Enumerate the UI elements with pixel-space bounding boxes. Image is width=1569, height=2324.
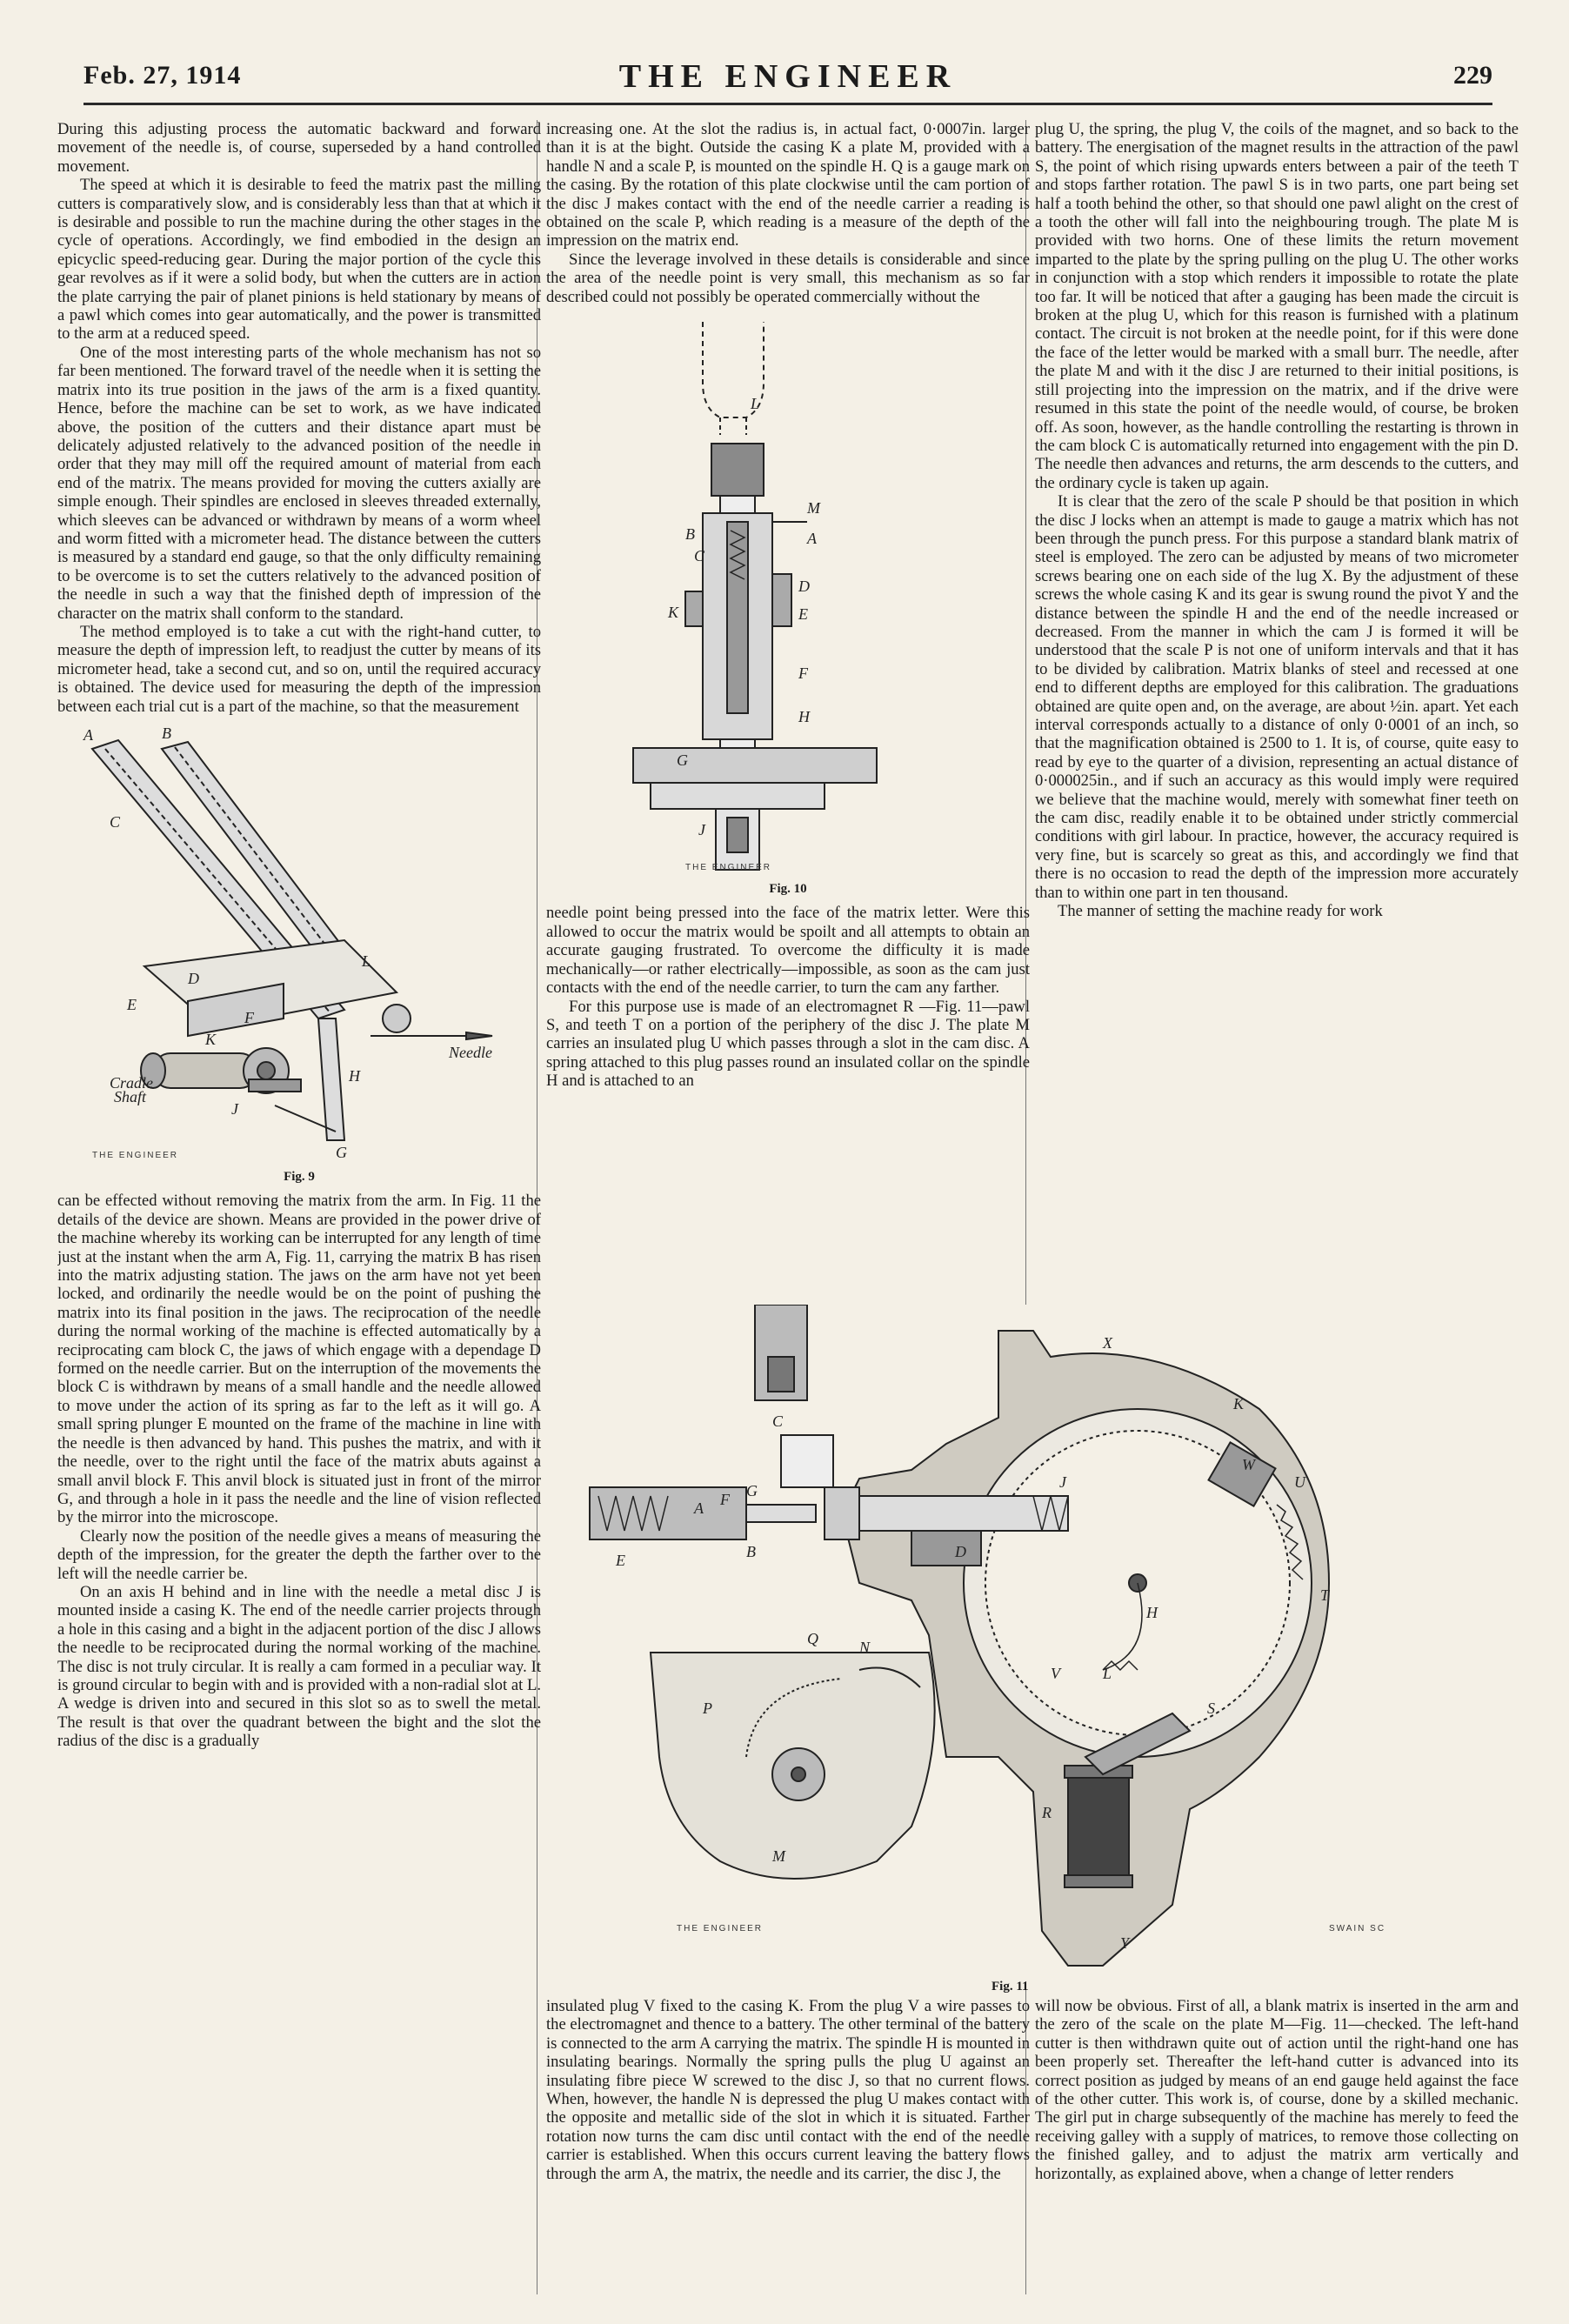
svg-text:G: G xyxy=(746,1482,758,1499)
svg-text:T: T xyxy=(1320,1586,1330,1604)
svg-text:B: B xyxy=(746,1543,756,1560)
figure-11 xyxy=(546,1305,1519,1981)
svg-text:A: A xyxy=(807,530,817,548)
paragraph: plug U, the spring, the plug V, the coils of the magnet, and so back to the battery. The energisation of the magnet results in the attraction of the pawl S, the point of which rising upwards enters between a pair of the teeth T and stops farther rotation. The pawl S is in two parts, one part being set half a tooth behind the other, so that should one pawl alight on the crest of a tooth the other will fall into the neighbouring trough. The plate M is provided with two horns. One of these limits the return movement imparted to the plate by the spring pulling on the plug U. The other works in conjunction with a stop which renders it impossible to rotate the plate too far. It will be noticed that after a gauging has been made the circuit is broken at the plug U, which for this reason is furnished with a platinum contact. The circuit is not broken at the needle point, for if this were done the face of the letter would be marked with a small burr. The needle, after the plate M and with it the disc J are returned to their initial positions, is still projecting into the impression on the matrix, and if the drive were resumed in this state the point of the needle would, of course, be broken off. As soon, however, as the handle controlling the restarting is thrown in the cam block C is automatically returned into engagement with the pin D. The needle then advances and returns, the arm descends to the cutters, and the ordinary cycle is taken up again. xyxy=(1035,120,1519,492)
svg-text:R: R xyxy=(1042,1804,1052,1821)
svg-text:L: L xyxy=(751,395,760,413)
svg-text:V: V xyxy=(1051,1665,1060,1682)
figure-caption: Fig. 11 xyxy=(991,1980,1029,1993)
svg-text:Y: Y xyxy=(1120,1934,1130,1952)
svg-text:H: H xyxy=(349,1067,360,1085)
fig11-drawing xyxy=(546,1305,1519,1981)
svg-text:J: J xyxy=(698,821,705,839)
svg-text:Shaft: Shaft xyxy=(114,1088,147,1105)
svg-text:THE ENGINEER: THE ENGINEER xyxy=(677,1924,764,1933)
svg-text:B: B xyxy=(685,525,695,544)
paragraph: The method employed is to take a cut with the right-hand cutter, to measure the depth of impression left, to readjust the cutter by means of its micrometer head, take a second cut, and so on, until the required accuracy is obtained. The device used for measuring the depth of the impression between each trial cut is a part of the machine, so that the measurement xyxy=(57,622,541,716)
svg-text:E: E xyxy=(127,996,137,1013)
paragraph: For this purpose use is made of an electromagnet R —Fig. 11—pawl S, and teeth T on a portion of the periphery of the disc J. The plate M carries an insulated plug U which passes through a slot in the cam disc. A spring attached to this plug passes round an insulated collar on the spindle H and is attached to an xyxy=(546,997,1030,1091)
paragraph: The speed at which it is desirable to feed the matrix past the milling cutters is comparatively slow, and is considerably less than that at which it is desirable and possible to run the machine during the other stages in the cycle of operations. Accordingly, we find embodied in the design an epicyclic speed-reducing gear. During the major portion of the cycle this gear revolves as if it were a solid body, but when the cutters are in action the plate carrying the pair of planet pinions is held stationary by means of a pawl which comes into gear automatically, and the power is transmitted to the arm at a reduced speed. xyxy=(57,176,541,344)
svg-text:A: A xyxy=(83,726,93,744)
paragraph: increasing one. At the slot the radius is, in actual fact, 0·0007in. larger than it is at the bight. Outside the casing K a plate M, provided with a handle N and a scale P, is mounted on the spindle H. Q is a gauge mark on the casing. By the rotation of this plate clockwise until the cam portion of the disc J makes contact with the end of the needle carrier a reading is obtained on the scale P, which reading is a measure of the depth of the impression on the matrix end. xyxy=(546,120,1030,250)
svg-text:C: C xyxy=(110,813,121,831)
paragraph: Since the leverage involved in these details is considerable and since the area of the needle point is very small, this mechanism as so far described could not possibly be operated commercially without the xyxy=(546,250,1030,306)
paragraph: The manner of setting the machine ready for work xyxy=(1058,902,1383,921)
svg-text:K: K xyxy=(668,604,679,622)
svg-text:M: M xyxy=(807,499,820,518)
paragraph: Clearly now the position of the needle gives a means of measuring the depth of the impression, for the greater the depth the farther over to the left will the needle carrier be. xyxy=(57,1526,541,1583)
svg-text:SWAIN SC: SWAIN SC xyxy=(1329,1924,1386,1933)
svg-text:Cradle: Cradle xyxy=(110,1074,154,1092)
svg-text:L: L xyxy=(362,952,371,970)
svg-text:N: N xyxy=(859,1639,871,1656)
column-3-lower xyxy=(1035,1997,1519,2183)
issue-date: Feb. 27, 1914 xyxy=(83,61,242,90)
svg-text:B: B xyxy=(162,725,171,742)
svg-text:G: G xyxy=(677,751,688,770)
figure-9 xyxy=(57,723,541,1186)
paragraph: needle point being pressed into the face of the matrix letter. Were this allowed to occur the matrix would be spoilt and all attempts to obtain an accurate gauging frustrated. To overcome the difficulty it is made mechanically—or rather electrically—impossible, as soon as the cam just contacts with the end of the needle carrier, to turn the cam any farther. xyxy=(546,904,1030,998)
svg-text:E: E xyxy=(798,605,808,624)
figure-caption: Fig. 10 xyxy=(769,882,807,897)
paragraph: It is clear that the zero of the scale P should be that position in which the disc J locks when an attempt is made to gauge a matrix which has not been through the punch press. For this purpose a standard blank matrix of steel is employed. The zero can be adjusted by means of two micrometer screws bearing one on each side of the lug X. By the adjustment of these screws the whole casing K and its gear is swung round the pivot Y and the distance between the spindle H and the end of the needle increased or decreased. From the manner in which the cam J is formed it will be understood that the scale P is not one of uniform intervals and that it has to be divided by calibration. Matrix blanks of steel and recessed at one end to different depths are employed for this calibration. The graduations obtained are quite open and, on the average, are about ½in. apart. Yet each interval corresponds actually to a distance of only 0·0001 of an inch, so that the magnification obtained is 2500 to 1. It is, of course, quite easy to read by eye to the quarter of a division, representing an actual distance of 0·000025in., and if such an accuracy as this would imply were required we believe that the machine would, merely with somewhat finer teeth on the cam disc, readily enable it to be obtained under strictly commercial conditions with girl labour. In practice, however, the accuracy required is very fine, but is scarcely so great as this, and accordingly we find that there is no occasion to read the depth of the impression more accurately than to within one part in ten thousand. xyxy=(1035,492,1519,902)
svg-text:J: J xyxy=(1059,1473,1066,1491)
svg-text:THE ENGINEER: THE ENGINEER xyxy=(92,1151,179,1160)
svg-text:THE ENGINEER: THE ENGINEER xyxy=(685,863,772,873)
column-2 xyxy=(546,120,1030,1303)
paragraph: On an axis H behind and in line with the needle a metal disc J is mounted inside a casing K. The end of the needle carrier projects through a hole in this casing and a bight in the adjacent portion of the disc J allows the needle to be reciprocated during the normal working of the machine. The disc is not truly circular. It is really a cam formed in a peculiar way. It is ground circular to begin with and is provided with a non-radial slot at L. A wedge is driven into and secured in this slot so as to swell the metal. The result is that over the quadrant between the bight and the slot the radius of the disc is a gradually xyxy=(57,1582,541,1751)
header-rule xyxy=(83,103,1492,105)
svg-text:M: M xyxy=(772,1847,785,1865)
svg-text:D: D xyxy=(955,1543,966,1560)
paragraph: During this adjusting process the automatic backward and forward movement of the needle is, of course, superseded by a hand controlled movement. xyxy=(57,120,541,176)
svg-text:F: F xyxy=(798,664,808,683)
svg-text:W: W xyxy=(1242,1456,1255,1473)
svg-text:K: K xyxy=(1233,1395,1245,1412)
svg-text:F: F xyxy=(244,1009,254,1026)
fig9-drawing xyxy=(57,723,541,1166)
svg-text:S: S xyxy=(1207,1700,1215,1717)
svg-text:P: P xyxy=(703,1700,712,1717)
paragraph: will now be obvious. First of all, a blank matrix is inserted in the arm and the zero of the scale on the plate M—Fig. 11—checked. The left-hand cutter is then withdrawn quite out of action until the right-hand one has been properly set. Thereafter the left-hand cutter is advanced into its correct position as judged by means of an end gauge held against the face of the other cutter. This work is, of course, done by a skilled mechanic. The girl put in charge subsequently of the machine has merely to feed the receiving galley with a supply of matrices, to remove those collecting on the finished galley, and to adjust the matrix arm vertically and horizontally, as explained above, when a change of letter renders xyxy=(1035,1997,1519,2183)
column-2-lower xyxy=(546,1997,1030,2183)
svg-text:H: H xyxy=(798,708,810,726)
svg-text:Q: Q xyxy=(807,1630,818,1647)
svg-text:C: C xyxy=(772,1412,784,1430)
figure-caption: Fig. 9 xyxy=(284,1170,315,1184)
svg-text:U: U xyxy=(1294,1473,1305,1491)
page-number: 229 xyxy=(1453,61,1492,90)
svg-text:D: D xyxy=(188,970,199,987)
svg-text:A: A xyxy=(694,1499,704,1517)
svg-text:X: X xyxy=(1103,1334,1112,1352)
svg-text:Needle: Needle xyxy=(449,1044,492,1061)
svg-text:L: L xyxy=(1103,1665,1112,1682)
journal-title: THE ENGINEER xyxy=(618,58,958,95)
svg-text:J: J xyxy=(231,1100,238,1118)
paragraph: can be effected without removing the matrix from the arm. In Fig. 11 the details of the device are shown. Means are provided in the power drive of the machine whereby its working can be interrupted for any length of time just at the instant when the arm A, Fig. 11, carrying the matrix B has risen into the matrix adjusting station. The jaws on the arm have not yet been locked, and ordinarily the needle would be on the point of pushing the matrix into its final position in the jaws. The reciprocation of the needle during the normal working of the machine is effected automatically by a reciprocating cam block C, the jaws of which engage with a dependage D formed on the needle carrier. But on the interruption of the movements the block C is withdrawn by means of a small handle and the needle allowed to move under the action of its spring as far to the left as it will go. A small spring plunger E mounted on the frame of the machine in line with the needle is then advanced by hand. This pushes the matrix, and with it the needle, over to the right until the face of the matrix abuts against a small anvil block F. This anvil block is situated just in front of the mirror G, and through a hole in it pass the needle and the line of vision reflected by the mirror into the microscope. xyxy=(57,1192,541,1527)
svg-text:F: F xyxy=(720,1491,730,1508)
column-1 xyxy=(57,120,541,2294)
svg-text:K: K xyxy=(205,1031,217,1048)
svg-text:D: D xyxy=(798,578,810,596)
column-3 xyxy=(1035,120,1519,1303)
figure-10 xyxy=(546,313,1030,898)
svg-text:C: C xyxy=(694,547,705,565)
paragraph: One of the most interesting parts of the whole mechanism has not so far been mentioned. The forward travel of the needle when it is setting the matrix into its true position in the jaws of the arm is a fixed quantity. Hence, before the machine can be set to work, as we have indicated above, the position of the cutters and their distance apart must be delicately adjusted relatively to the advanced position of the needle in order that they may mill off the required amount of material from each end of the matrix. The means provided for moving the cutters axially are simple enough. Their spindles are enclosed in sleeves threaded externally, which sleeves can be advanced or withdrawn by means of a worm wheel and worm fitted with a micrometer head. The distance between the cutters is measured by a standard end gauge, so that the only difficulty remaining to be overcome is to set the cutters relatively to the advanced position of the needle in such a way that the finished depth of impression of the character on the matrix shall conform to the standard. xyxy=(57,343,541,623)
svg-text:G: G xyxy=(336,1144,347,1161)
fig10-drawing xyxy=(546,313,1030,878)
svg-text:H: H xyxy=(1146,1604,1158,1621)
svg-text:E: E xyxy=(616,1552,625,1569)
page-header xyxy=(83,56,1492,99)
paragraph: insulated plug V fixed to the casing K. From the plug V a wire passes to the electromagnet and thence to a battery. The other terminal of the battery is connected to the arm A carrying the matrix. The spindle H is mounted in insulating bearings. Normally the spring pulls the plug U against an insulating fibre piece W screwed to the disc J, so that no current flows. When, however, the handle N is depressed the plug U makes contact with the opposite and metallic side of the slot in which it is situated. Farther rotation now turns the cam disc until contact with the end of the needle carrier is established. When this occurs current leaving the battery flows through the arm A, the matrix, the needle and its carrier, the disc J, the xyxy=(546,1997,1030,2183)
